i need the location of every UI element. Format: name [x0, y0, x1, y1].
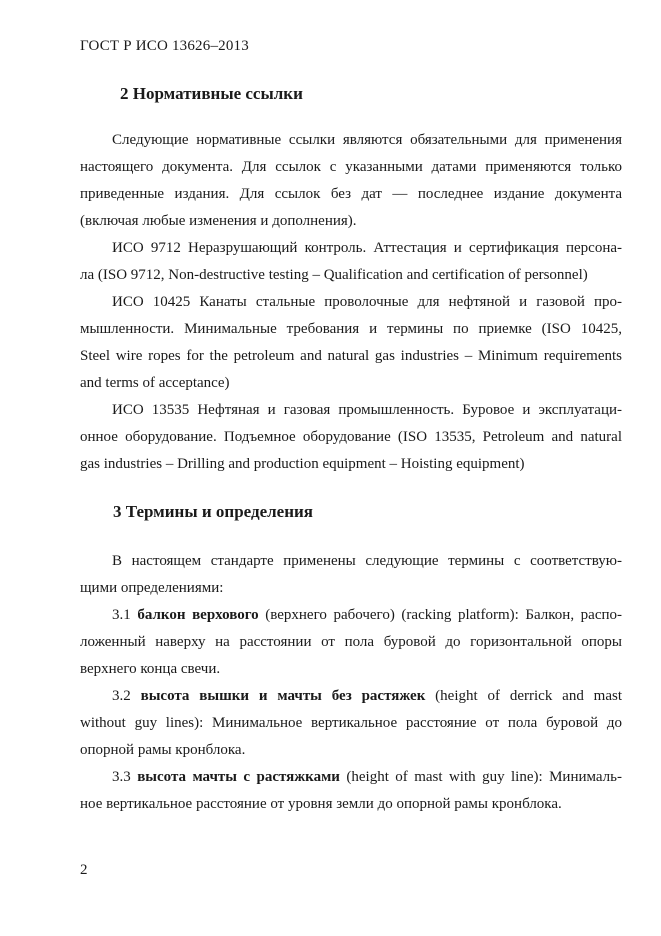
text-line: without guy lines): Минимальное вертикальное расстояние от пола буровой до [80, 715, 622, 731]
term-name: высота вышки и мачты без растяжек [140, 688, 426, 704]
term-number: 3.1 [112, 607, 138, 623]
text-line: ложенный наверху на расстоянии от пола буровой до горизонтальной опоры [80, 634, 622, 650]
text-line: приведенные издания. Для ссылок без дат — последнее издание документа [80, 186, 622, 202]
text-line [80, 602, 622, 629]
text-line: ное вертикальное расстояние от уровня земли до опорной рамы кронблока. [80, 796, 562, 812]
text-line: опорной рамы кронблока. [80, 742, 246, 758]
text-line: Steel wire ropes for the petroleum and natural gas industries – Minimum requirements [80, 348, 622, 364]
text-line [80, 764, 622, 791]
section-3-intro [80, 548, 622, 602]
section-2-intro [80, 127, 622, 235]
term-number: 3.3 [112, 769, 138, 785]
term-3-1 [80, 602, 622, 683]
term-name: высота мачты с растяжками [137, 769, 340, 785]
document-header: ГОСТ Р ИСО 13626–2013 [80, 38, 249, 54]
section-2-title: 2 Нормативные ссылки [120, 84, 303, 103]
text-line: щими определениями: [80, 580, 224, 596]
term-name: балкон верхового [137, 607, 259, 623]
section-3-title: 3 Термины и определения [113, 502, 314, 521]
term-number: 3.2 [112, 688, 141, 704]
text-line: онное оборудование. Подъемное оборудование (ISO 13535, Petroleum and natural [80, 429, 622, 445]
term-definition: (верхнего рабочего) (racking platform): Балкон, распо- [258, 607, 623, 623]
page-number: 2 [80, 862, 88, 878]
text-line [80, 683, 622, 710]
text-line: настоящего документа. Для ссылок с указанными датами применяются только [80, 159, 622, 175]
text-line: верхнего конца свечи. [80, 661, 221, 677]
text-line: gas industries – Drilling and production equipment – Hoisting equipment) [80, 456, 525, 472]
reference-iso-10425 [80, 289, 622, 397]
text-line: ИСО 13535 Нефтяная и газовая промышленность. Буровое и эксплуатаци- [112, 402, 622, 418]
text-line: and terms of acceptance) [80, 375, 230, 391]
reference-iso-13535 [80, 397, 622, 478]
text-line: (включая любые изменения и дополнения). [80, 213, 357, 229]
text-line: ИСО 10425 Канаты стальные проволочные для нефтяной и газовой про- [112, 294, 622, 310]
text-line: В настоящем стандарте применены следующие термины с соответствую- [112, 553, 622, 569]
term-3-3 [80, 764, 622, 818]
text-line: Следующие нормативные ссылки являются обязательными для применения [112, 132, 622, 148]
reference-iso-9712 [80, 235, 622, 289]
text-line: ла (ISO 9712, Non-destructive testing – Qualification and certification of personnel) [80, 267, 588, 283]
term-definition: (height of derrick and mast [425, 688, 622, 704]
term-definition: (height of mast with guy line): Минималь- [339, 769, 623, 785]
text-line: ИСО 9712 Неразрушающий контроль. Аттестация и сертификация персона- [112, 240, 622, 256]
text-line: мышленности. Минимальные требования и термины по приемке (ISO 10425, [80, 321, 622, 337]
term-3-2 [80, 683, 622, 764]
